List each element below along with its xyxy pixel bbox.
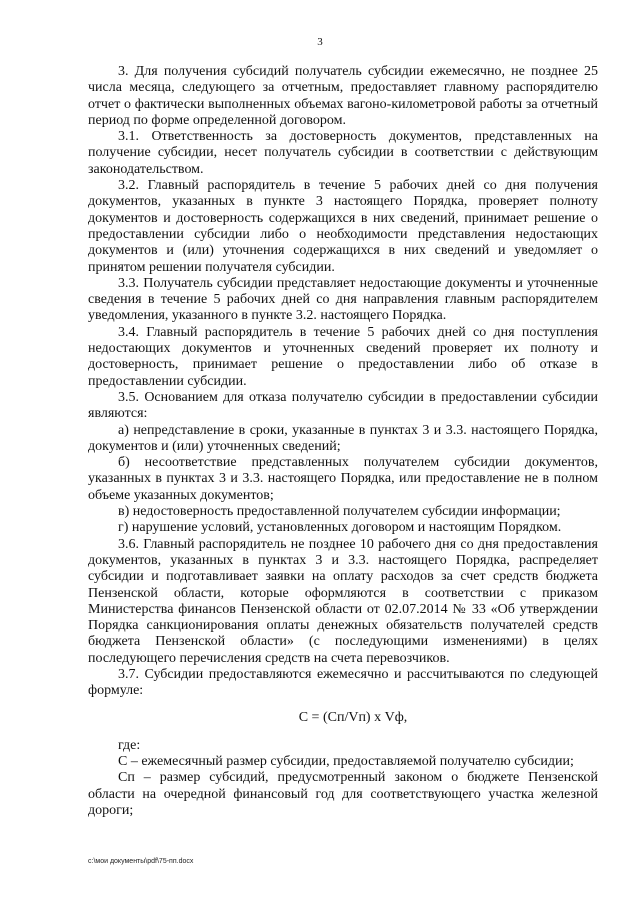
paragraph-3-6: 3.6. Главный распорядитель не позднее 10 рабочего дня со дня предоставления документов, указанных в пунктах 3 и 3.3. настоящего Порядка, распределяет субсидии и подготавливает заявки на оплату расходов за счет средств бюджета Пензенской области, которые оформляются в соответствии с приказом Министерства финансов Пензенской области от 02.07.2014 № 33 «Об утверждении Порядка санкционирования оплаты денежных обязательств получателей средств бюджета Пензенской области» (с последующими изменениями) в целях последующего перечисления средств на счета перевозчиков. <box>88 536 598 666</box>
definition-where: где: <box>118 737 141 753</box>
paragraph-3-1: 3.1. Ответственность за достоверность документов, представленных на получение субсидии, несет получатель субсидии в соответствии с действующим законодательством. <box>88 129 598 177</box>
page-number: 3 <box>317 36 323 48</box>
document-body <box>88 64 598 819</box>
paragraph-3-3: 3.3. Получатель субсидии представляет недостающие документы и уточненные сведения в течение 5 рабочих дней со дня направления главным распорядителем уведомления, указанного в пункте 3.2. настоящего Порядка. <box>88 275 598 324</box>
list-item-v: в) недостоверность предоставленной получателем субсидии информации; <box>118 504 561 520</box>
list-item-g: г) нарушение условий, установленных договором и настоящим Порядком. <box>118 520 562 536</box>
paragraph-3-7: 3.7. Субсидии предоставляются ежемесячно и рассчитываются по следующей формуле: <box>88 666 598 699</box>
paragraph-3-2: 3.2. Главный распорядитель в течение 5 рабочих дней со дня получения документов, указанных в пункте 3 настоящего Порядка, проверяет полноту документов и достоверность содержащихся в них сведений, принимает решение о предоставлении субсидии либо о необходимости представления недостающих документов и (или) уточнения содержащихся в них сведений и уведомляет о принятом решении получателя субсидии. <box>88 178 598 275</box>
paragraph-3-5: 3.5. Основанием для отказа получателю субсидии в предоставлении субсидии являются: <box>88 389 598 422</box>
definition-cp: Сп – размер субсидий, предусмотренный законом о бюджете Пензенской области на очередной финансовый год для соответствующего участка железной дороги; <box>88 770 598 819</box>
subsidy-formula: С = (Сп/Vп) х Vф, <box>298 709 408 725</box>
list-item-b: б) несоответствие представленных получателем субсидии документов, указанных в пунктах 3 и 3.3. настоящего Порядка, или предоставление не в полном объеме указанных документов; <box>88 455 598 503</box>
paragraph-3-4: 3.4. Главный распорядитель в течение 5 рабочих дней со дня поступления недостающих документов и уточненных сведений проверяет их полноту и достоверность, принимает решение о предоставлении либо об отказе в предоставлении субсидии. <box>88 324 598 389</box>
definition-c: С – ежемесячный размер субсидии, предоставляемой получателю субсидии; <box>118 754 574 770</box>
paragraph-3: 3. Для получения субсидий получатель субсидии ежемесячно, не позднее 25 числа месяца, следующего за отчетным, предоставляет главному распорядителю отчет о фактически выполненных объемах вагоно-километровой работы за отчетный период по форме определенной договором. <box>88 64 598 128</box>
list-item-a: а) непредставление в сроки, указанные в пунктах 3 и 3.3. настоящего Порядка, документов и (или) уточненных сведений; <box>88 422 598 454</box>
footer-file-path: c:\мои документы\pdf\75-пп.docx <box>88 858 194 865</box>
